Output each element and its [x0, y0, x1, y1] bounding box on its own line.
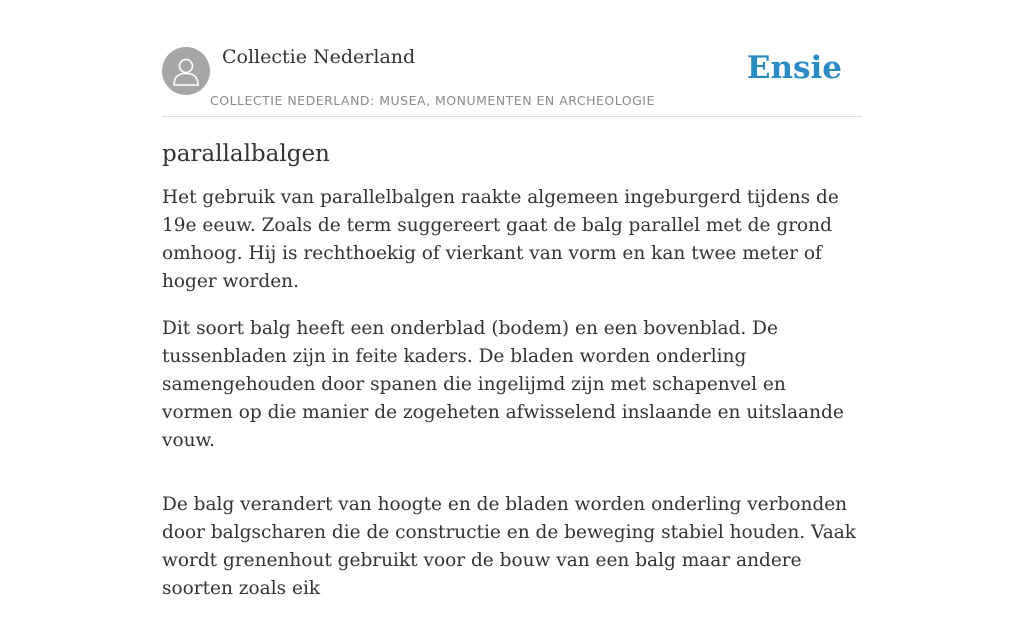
- author-subtitle[interactable]: COLLECTIE NEDERLAND: MUSEA, MONUMENTEN EN ARCHEOLOGIE: [210, 93, 655, 108]
- avatar[interactable]: [162, 47, 210, 95]
- paragraph: Dit soort balg heeft een onderblad (bodem) en een bovenblad. De tussenbladen zijn in feite kaders. De bladen worden onderling samengehouden door spanen die ingelijmd zijn met schapenvel en vormen op die manier de zogeheten afwisselend inslaande en uitslaande vouw.: [162, 318, 844, 451]
- paragraph: De balg verandert van hoogte en de bladen worden onderling verbonden door balgscharen die de constructie en de beweging stabiel houden. Vaak wordt grenenhout gebruikt voor de bouw van een balg maar andere soorten zoals eik: [162, 494, 856, 599]
- brand-logo[interactable]: Ensie: [746, 50, 842, 86]
- header: [162, 0, 862, 117]
- user-avatar-icon: [171, 55, 201, 87]
- article-body: [162, 184, 862, 603]
- article-title: parallalbalgen: [162, 141, 330, 167]
- author-name[interactable]: Collectie Nederland: [222, 46, 416, 68]
- page-container: [162, 0, 862, 622]
- paragraph: Het gebruik van parallelbalgen raakte algemeen ingeburgerd tijdens de 19e eeuw. Zoals de term suggereert gaat de balg parallel met de grond omhoog. Hij is rechthoekig of vierkant van vorm en kan twee meter of hoger worden.: [162, 187, 839, 292]
